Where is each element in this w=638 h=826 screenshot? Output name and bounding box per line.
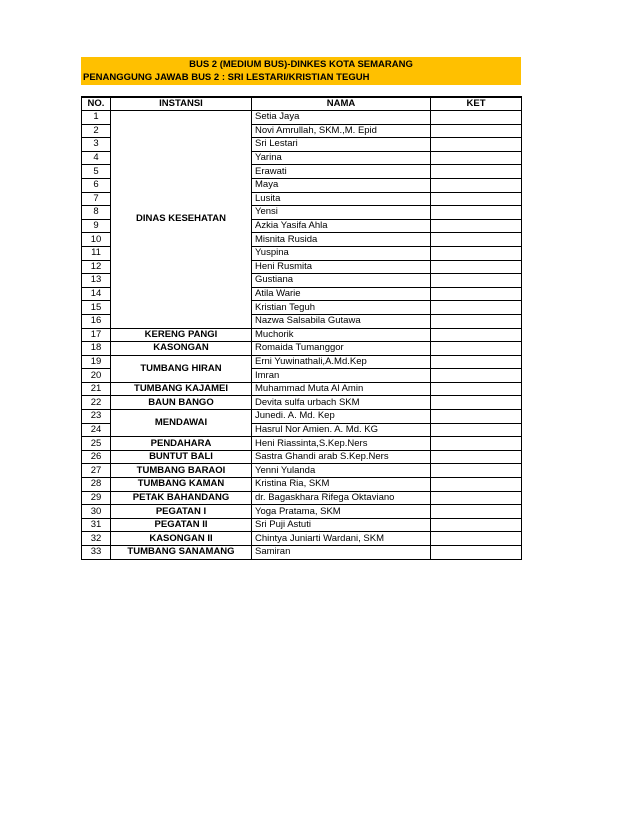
- table-row: [82, 518, 522, 532]
- instansi-cell: MENDAWAI: [111, 410, 252, 437]
- row-number: 30: [82, 505, 111, 519]
- row-number: 5: [82, 165, 111, 179]
- row-number: 17: [82, 328, 111, 342]
- nama-cell: Muchorik: [252, 328, 431, 342]
- instansi-cell: BAUN BANGO: [111, 396, 252, 410]
- ket-cell: [431, 274, 522, 288]
- ket-cell: [431, 314, 522, 328]
- ket-cell: [431, 328, 522, 342]
- column-header-nama: NAMA: [252, 97, 431, 111]
- row-number: 8: [82, 206, 111, 220]
- row-number: 21: [82, 382, 111, 396]
- nama-cell: Lusita: [252, 192, 431, 206]
- nama-cell: Yensi: [252, 206, 431, 220]
- ket-cell: [431, 369, 522, 383]
- nama-cell: Yoga Pratama, SKM: [252, 505, 431, 519]
- nama-cell: Erni Yuwinathali,A.Md.Kep: [252, 355, 431, 369]
- row-number: 12: [82, 260, 111, 274]
- row-number: 2: [82, 124, 111, 138]
- ket-cell: [431, 532, 522, 546]
- ket-cell: [431, 151, 522, 165]
- nama-cell: Maya: [252, 178, 431, 192]
- row-number: 15: [82, 301, 111, 315]
- ket-cell: [431, 410, 522, 424]
- row-number: 13: [82, 274, 111, 288]
- sheet-subtitle: PENANGGUNG JAWAB BUS 2 : SRI LESTARI/KRISTIAN TEGUH: [83, 72, 370, 83]
- nama-cell: Junedi. A. Md. Kep: [252, 410, 431, 424]
- row-number: 3: [82, 138, 111, 152]
- nama-cell: Yuspina: [252, 246, 431, 260]
- row-number: 32: [82, 532, 111, 546]
- ket-cell: [431, 124, 522, 138]
- row-number: 4: [82, 151, 111, 165]
- table-row: [82, 491, 522, 505]
- table-row: [82, 355, 522, 369]
- header-banner: [81, 57, 521, 85]
- nama-cell: Yarina: [252, 151, 431, 165]
- nama-cell: Nazwa Salsabila Gutawa: [252, 314, 431, 328]
- ket-cell: [431, 505, 522, 519]
- table-body: [82, 111, 522, 560]
- row-number: 20: [82, 369, 111, 383]
- instansi-cell: DINAS KESEHATAN: [111, 111, 252, 329]
- nama-cell: Sastra Ghandi arab S.Kep.Ners: [252, 450, 431, 464]
- table-row: [82, 328, 522, 342]
- ket-cell: [431, 382, 522, 396]
- row-number: 26: [82, 450, 111, 464]
- ket-cell: [431, 478, 522, 492]
- table-row: [82, 546, 522, 560]
- row-number: 19: [82, 355, 111, 369]
- ket-cell: [431, 437, 522, 451]
- row-number: 14: [82, 287, 111, 301]
- instansi-cell: KERENG PANGI: [111, 328, 252, 342]
- nama-cell: Misnita Rusida: [252, 233, 431, 247]
- column-header-ket: KET: [431, 97, 522, 111]
- nama-cell: Devita sulfa urbach SKM: [252, 396, 431, 410]
- nama-cell: Gustiana: [252, 274, 431, 288]
- nama-cell: Hasrul Nor Amien. A. Md. KG: [252, 423, 431, 437]
- row-number: 33: [82, 546, 111, 560]
- ket-cell: [431, 178, 522, 192]
- row-number: 29: [82, 491, 111, 505]
- instansi-cell: TUMBANG BARAOI: [111, 464, 252, 478]
- ket-cell: [431, 301, 522, 315]
- ket-cell: [431, 342, 522, 356]
- instansi-cell: PENDAHARA: [111, 437, 252, 451]
- nama-cell: Kristina Ria, SKM: [252, 478, 431, 492]
- nama-cell: Sri Lestari: [252, 138, 431, 152]
- nama-cell: Heni Rusmita: [252, 260, 431, 274]
- row-number: 23: [82, 410, 111, 424]
- instansi-cell: PEGATAN I: [111, 505, 252, 519]
- ket-cell: [431, 206, 522, 220]
- row-number: 18: [82, 342, 111, 356]
- nama-cell: Atila Warie: [252, 287, 431, 301]
- ket-cell: [431, 138, 522, 152]
- instansi-cell: BUNTUT BALI: [111, 450, 252, 464]
- nama-cell: Erawati: [252, 165, 431, 179]
- nama-cell: Kristian Teguh: [252, 301, 431, 315]
- ket-cell: [431, 518, 522, 532]
- ket-cell: [431, 546, 522, 560]
- row-number: 28: [82, 478, 111, 492]
- ket-cell: [431, 423, 522, 437]
- nama-cell: Novi Amrullah, SKM.,M. Epid: [252, 124, 431, 138]
- ket-cell: [431, 233, 522, 247]
- table-row: [82, 396, 522, 410]
- nama-cell: Imran: [252, 369, 431, 383]
- ket-cell: [431, 450, 522, 464]
- ket-cell: [431, 219, 522, 233]
- row-number: 7: [82, 192, 111, 206]
- table-header-row: [82, 97, 522, 111]
- row-number: 31: [82, 518, 111, 532]
- ket-cell: [431, 165, 522, 179]
- nama-cell: Azkia Yasifa Ahla: [252, 219, 431, 233]
- ket-cell: [431, 491, 522, 505]
- table-row: [82, 410, 522, 424]
- column-header-no: NO.: [82, 97, 111, 111]
- ket-cell: [431, 260, 522, 274]
- ket-cell: [431, 396, 522, 410]
- row-number: 27: [82, 464, 111, 478]
- table-row: [82, 450, 522, 464]
- passenger-table: [81, 96, 522, 560]
- row-number: 10: [82, 233, 111, 247]
- nama-cell: Yenni Yulanda: [252, 464, 431, 478]
- ket-cell: [431, 192, 522, 206]
- instansi-cell: PETAK BAHANDANG: [111, 491, 252, 505]
- nama-cell: Samiran: [252, 546, 431, 560]
- nama-cell: Heni Riassinta,S.Kep.Ners: [252, 437, 431, 451]
- table-row: [82, 382, 522, 396]
- table-row: [82, 505, 522, 519]
- ket-cell: [431, 355, 522, 369]
- instansi-cell: PEGATAN II: [111, 518, 252, 532]
- row-number: 1: [82, 111, 111, 125]
- table-row: [82, 111, 522, 125]
- row-number: 6: [82, 178, 111, 192]
- instansi-cell: TUMBANG KAJAMEI: [111, 382, 252, 396]
- instansi-cell: TUMBANG KAMAN: [111, 478, 252, 492]
- row-number: 22: [82, 396, 111, 410]
- nama-cell: Setia Jaya: [252, 111, 431, 125]
- row-number: 9: [82, 219, 111, 233]
- table-row: [82, 478, 522, 492]
- instansi-cell: TUMBANG SANAMANG: [111, 546, 252, 560]
- row-number: 24: [82, 423, 111, 437]
- nama-cell: Sri Puji Astuti: [252, 518, 431, 532]
- row-number: 11: [82, 246, 111, 260]
- nama-cell: dr. Bagaskhara Rifega Oktaviano: [252, 491, 431, 505]
- instansi-cell: KASONGAN II: [111, 532, 252, 546]
- ket-cell: [431, 464, 522, 478]
- nama-cell: Romaida Tumanggor: [252, 342, 431, 356]
- sheet-title: BUS 2 (MEDIUM BUS)-DINKES KOTA SEMARANG: [189, 59, 413, 70]
- table-row: [82, 437, 522, 451]
- nama-cell: Chintya Juniarti Wardani, SKM: [252, 532, 431, 546]
- row-number: 25: [82, 437, 111, 451]
- ket-cell: [431, 111, 522, 125]
- instansi-cell: KASONGAN: [111, 342, 252, 356]
- table-row: [82, 532, 522, 546]
- row-number: 16: [82, 314, 111, 328]
- ket-cell: [431, 287, 522, 301]
- table-row: [82, 464, 522, 478]
- ket-cell: [431, 246, 522, 260]
- table-row: [82, 342, 522, 356]
- column-header-instansi: INSTANSI: [111, 97, 252, 111]
- instansi-cell: TUMBANG HIRAN: [111, 355, 252, 382]
- nama-cell: Muhammad Muta Al Amin: [252, 382, 431, 396]
